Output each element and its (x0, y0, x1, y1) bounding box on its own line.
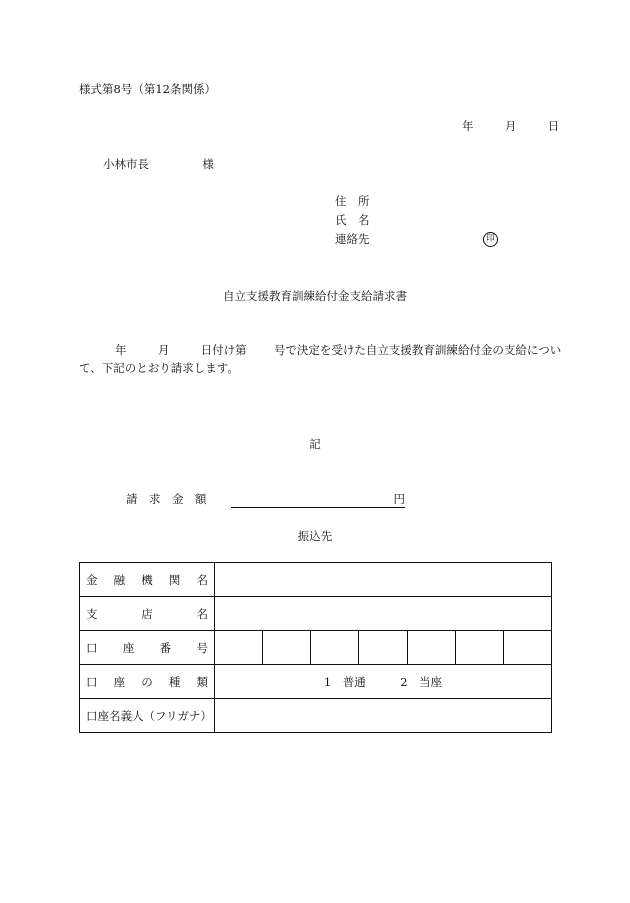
branch-label (86, 606, 214, 622)
account-number-label (86, 640, 214, 656)
amount-unit: 円 (393, 492, 405, 506)
amount-field[interactable] (231, 491, 405, 508)
digit-box[interactable] (310, 631, 358, 664)
digit-box[interactable] (407, 631, 455, 664)
body-year: 年 (115, 343, 127, 357)
body-day-ref: 日付け第 (200, 343, 247, 357)
table-row (80, 563, 552, 597)
digit-box[interactable] (262, 631, 310, 664)
addressee (103, 156, 214, 172)
table-row (80, 699, 552, 733)
label-char: 種 (168, 674, 181, 689)
digit-box[interactable] (358, 631, 406, 664)
label-char: 口 (86, 674, 98, 689)
holder-label: 口座名義人（フリガナ） (80, 699, 215, 733)
date-line (462, 118, 559, 134)
amount-label: 請 求 金 額 (126, 492, 207, 506)
label-char: 座 (113, 674, 126, 689)
body-number-text: 号で決定を受けた自立支援教育訓練給付金の支給につい (273, 343, 562, 357)
holder-field[interactable] (215, 699, 552, 733)
bank-table (79, 562, 552, 733)
label-char: 融 (113, 572, 126, 587)
seal-mark: 印 (483, 232, 498, 247)
date-year: 年 (462, 119, 474, 133)
ki-heading: 記 (309, 437, 321, 451)
institution-field[interactable] (215, 563, 552, 597)
contact-label: 連絡先 (335, 232, 370, 246)
table-row (80, 665, 552, 699)
account-type-value[interactable]: 1 普通 2 当座 (215, 665, 552, 699)
form-number: 様式第8号（第12条関係） (79, 82, 216, 96)
institution-label (86, 572, 214, 588)
label-char: 座 (122, 640, 135, 655)
label-char: 類 (196, 674, 208, 689)
transfer-heading: 振込先 (297, 529, 333, 543)
account-type-label (86, 674, 214, 690)
date-month: 月 (504, 119, 517, 133)
document-title: 自立支援教育訓練給付金支給請求書 (223, 289, 407, 303)
body-month: 月 (157, 343, 170, 357)
addressee-name: 小林市長 (103, 157, 149, 171)
body-line-2: て、下記のとおり請求します。 (79, 361, 239, 375)
label-char: 機 (141, 572, 153, 587)
table-row (80, 597, 552, 631)
account-number-field[interactable] (215, 631, 552, 665)
label-char: 番 (159, 640, 172, 655)
addressee-honorific: 様 (202, 157, 214, 171)
label-char: の (141, 674, 153, 689)
label-char: 支 (86, 606, 98, 621)
label-char: 店 (141, 606, 153, 621)
label-char: 名 (196, 606, 208, 621)
address-label: 住 所 (335, 194, 370, 208)
digit-box[interactable] (503, 631, 551, 664)
label-char: 関 (168, 572, 181, 587)
label-char: 名 (196, 572, 208, 587)
branch-field[interactable] (215, 597, 552, 631)
label-char: 号 (196, 640, 208, 655)
name-label: 氏 名 (335, 213, 370, 227)
label-char: 口 (86, 640, 98, 655)
label-char: 金 (86, 572, 98, 587)
date-day: 日 (547, 119, 560, 133)
body-line-1 (115, 342, 561, 358)
digit-box[interactable] (215, 631, 262, 664)
table-row (80, 631, 552, 665)
digit-box[interactable] (455, 631, 503, 664)
